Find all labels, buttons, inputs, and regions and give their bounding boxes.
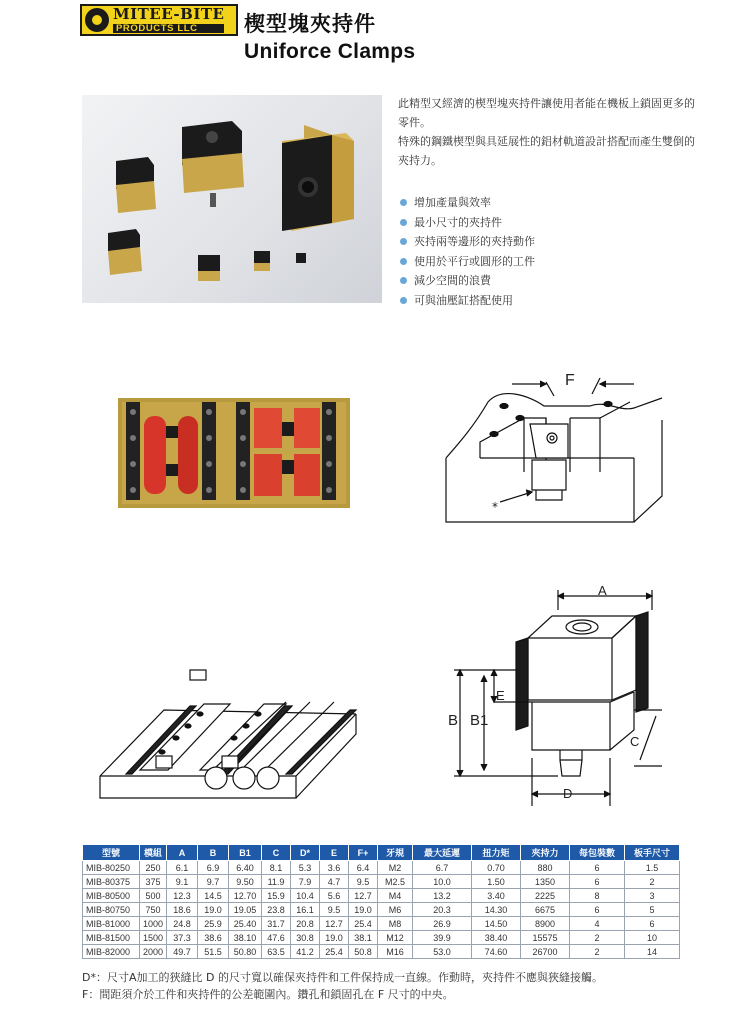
- bullet-icon: [400, 219, 407, 226]
- table-cell: 250: [140, 861, 167, 875]
- table-cell: 15575: [521, 931, 570, 945]
- clamp-large-image: [282, 125, 354, 231]
- feature-item: 最小尺寸的夾持件: [398, 213, 698, 233]
- table-cell: 8: [570, 889, 625, 903]
- label-a: A: [598, 583, 607, 598]
- table-cell: 2225: [521, 889, 570, 903]
- table-cell: 3.40: [472, 889, 521, 903]
- table-cell-model: MIB-81500: [83, 931, 140, 945]
- col-header: 扭力矩: [472, 845, 521, 861]
- table-cell: 500: [140, 889, 167, 903]
- table-cell: 7.9: [291, 875, 320, 889]
- table-cell: M2: [378, 861, 413, 875]
- col-header: 每包裝數: [570, 845, 625, 861]
- col-header: A: [167, 845, 198, 861]
- table-cell-model: MIB-80250: [83, 861, 140, 875]
- table-cell: 16.1: [291, 903, 320, 917]
- table-row: [83, 861, 680, 875]
- table-cell: 9.50: [229, 875, 262, 889]
- table-cell: 2: [570, 931, 625, 945]
- product-photo: [82, 95, 382, 303]
- table-cell: 9.1: [167, 875, 198, 889]
- col-header: D*: [291, 845, 320, 861]
- table-cell: 6: [570, 875, 625, 889]
- spec-table: [82, 844, 680, 959]
- logo-line2: PRODUCTS LLC: [113, 24, 224, 34]
- table-cell-model: MIB-81000: [83, 917, 140, 931]
- table-cell: 10.0: [413, 875, 472, 889]
- table-cell: 14.50: [472, 917, 521, 931]
- table-cell: 880: [521, 861, 570, 875]
- col-header: 夾持力: [521, 845, 570, 861]
- table-cell: 12.70: [229, 889, 262, 903]
- label-d: D: [563, 786, 573, 801]
- col-header: B1: [229, 845, 262, 861]
- table-cell: 1500: [140, 931, 167, 945]
- description-paragraph: 此精型又經濟的楔型塊夾持件讓使用者能在機板上鎖固更多的零件。: [398, 97, 695, 129]
- feature-item: 使用於平行或圓形的工件: [398, 252, 698, 272]
- table-cell: 38.40: [472, 931, 521, 945]
- table-cell: M16: [378, 945, 413, 959]
- table-cell: 30.8: [291, 931, 320, 945]
- table-cell: 38.10: [229, 931, 262, 945]
- table-cell: 3.6: [320, 861, 349, 875]
- table-cell: 19.0: [198, 903, 229, 917]
- table-cell-model: MIB-80375: [83, 875, 140, 889]
- diagram-f-spacing: [440, 372, 670, 532]
- logo-line1: MITEE-BITE: [113, 4, 225, 23]
- table-cell: 50.8: [349, 945, 378, 959]
- col-header: 型號: [83, 845, 140, 861]
- table-cell: 6: [570, 861, 625, 875]
- table-cell: 9.5: [320, 903, 349, 917]
- label-e: E: [496, 688, 505, 703]
- col-header: B: [198, 845, 229, 861]
- table-cell: 25.4: [320, 945, 349, 959]
- table-cell: 10.4: [291, 889, 320, 903]
- table-cell: 9.5: [349, 875, 378, 889]
- table-cell: M12: [378, 931, 413, 945]
- col-header: 最大延遲: [413, 845, 472, 861]
- table-cell: 25.4: [349, 917, 378, 931]
- table-cell: 11.9: [262, 875, 291, 889]
- logo-emblem-icon: [85, 8, 109, 32]
- table-cell: 18.6: [167, 903, 198, 917]
- table-cell: 1350: [521, 875, 570, 889]
- table-cell: 6.40: [229, 861, 262, 875]
- table-cell: 13.2: [413, 889, 472, 903]
- table-cell: 15.9: [262, 889, 291, 903]
- table-cell: 4.7: [320, 875, 349, 889]
- table-cell: 6: [625, 917, 680, 931]
- table-cell: 2000: [140, 945, 167, 959]
- table-cell: 14.30: [472, 903, 521, 917]
- table-header-row: [83, 845, 680, 861]
- table-cell: 49.7: [167, 945, 198, 959]
- col-header: C: [262, 845, 291, 861]
- label-c: C: [630, 734, 640, 749]
- table-cell: 5.6: [320, 889, 349, 903]
- table-cell: 50.80: [229, 945, 262, 959]
- table-row: [83, 917, 680, 931]
- col-header: 牙規: [378, 845, 413, 861]
- table-cell: 0.70: [472, 861, 521, 875]
- table-cell: 10: [625, 931, 680, 945]
- table-cell: 6: [570, 903, 625, 917]
- bullet-icon: [400, 238, 407, 245]
- brand-logo: [80, 4, 238, 36]
- table-cell: 19.0: [349, 903, 378, 917]
- table-row: [83, 875, 680, 889]
- table-cell: 47.6: [262, 931, 291, 945]
- table-row: [83, 945, 680, 959]
- table-cell: 6.1: [167, 861, 198, 875]
- table-cell: 750: [140, 903, 167, 917]
- label-star: *: [492, 500, 498, 514]
- table-cell: 20.8: [291, 917, 320, 931]
- table-cell: 5: [625, 903, 680, 917]
- feature-item: 夾持兩等邊形的夾持動作: [398, 232, 698, 252]
- label-b: B: [448, 712, 459, 729]
- table-cell: 25.9: [198, 917, 229, 931]
- table-cell: 8.1: [262, 861, 291, 875]
- table-cell-model: MIB-80750: [83, 903, 140, 917]
- table-cell: 4: [570, 917, 625, 931]
- table-cell: 8900: [521, 917, 570, 931]
- label-b1: B1: [470, 712, 489, 729]
- col-header: 板手尺寸: [625, 845, 680, 861]
- table-cell: 12.7: [320, 917, 349, 931]
- table-cell: 41.2: [291, 945, 320, 959]
- table-cell: 37.3: [167, 931, 198, 945]
- table-cell: 12.7: [349, 889, 378, 903]
- table-cell: 2: [625, 875, 680, 889]
- fixture-plate-photo: [118, 398, 350, 508]
- table-cell: M8: [378, 917, 413, 931]
- bullet-icon: [400, 277, 407, 284]
- table-cell: 26700: [521, 945, 570, 959]
- table-row: [83, 889, 680, 903]
- feature-item: 減少空間的浪費: [398, 271, 698, 291]
- table-cell: 19.0: [320, 931, 349, 945]
- col-header: 模組: [140, 845, 167, 861]
- table-cell: 26.9: [413, 917, 472, 931]
- table-row: [83, 903, 680, 917]
- label-f: F: [565, 372, 575, 389]
- table-cell: 63.5: [262, 945, 291, 959]
- footnote-d: D*：尺寸A加工的狹縫比 D 的尺寸寬以確保夾持件和工件保持成一直線。作動時，夾持件不應與狹縫接觸。: [82, 971, 603, 984]
- footnote-f: F：間距須介於工件和夾持件的公差範圍內。鑽孔和鎖固孔在 F 尺寸的中央。: [82, 988, 454, 1001]
- rail-fixture-drawing: [96, 610, 360, 810]
- table-cell: 20.3: [413, 903, 472, 917]
- table-cell: 6.4: [349, 861, 378, 875]
- clamp-medium-image: [182, 121, 244, 207]
- table-cell: 24.8: [167, 917, 198, 931]
- col-header: F+: [349, 845, 378, 861]
- table-cell-model: MIB-80500: [83, 889, 140, 903]
- feature-item: 可與油壓缸搭配使用: [398, 291, 698, 311]
- table-cell: 53.0: [413, 945, 472, 959]
- table-cell: 6.7: [413, 861, 472, 875]
- table-cell: 5.3: [291, 861, 320, 875]
- product-description: [398, 94, 698, 170]
- bullet-icon: [400, 297, 407, 304]
- table-cell: 2: [570, 945, 625, 959]
- table-cell: M4: [378, 889, 413, 903]
- table-cell: 19.05: [229, 903, 262, 917]
- table-cell: 9.7: [198, 875, 229, 889]
- diagram-dimensions: [440, 580, 670, 810]
- bullet-icon: [400, 258, 407, 265]
- table-cell: 1.50: [472, 875, 521, 889]
- table-cell: 14: [625, 945, 680, 959]
- table-cell: 12.3: [167, 889, 198, 903]
- description-paragraph: 特殊的鋼鐵楔型與具延展性的鋁材軌道設計搭配而產生雙倒的夾持力。: [398, 135, 695, 167]
- table-cell: 6.9: [198, 861, 229, 875]
- table-cell: 14.5: [198, 889, 229, 903]
- table-row: [83, 931, 680, 945]
- feature-list: [398, 193, 698, 310]
- table-cell: 38.1: [349, 931, 378, 945]
- table-cell: 1.5: [625, 861, 680, 875]
- table-cell-model: MIB-82000: [83, 945, 140, 959]
- table-cell: M2.5: [378, 875, 413, 889]
- table-cell: M6: [378, 903, 413, 917]
- clamp-small-image: [116, 157, 156, 213]
- page-title-en: Uniforce Clamps: [244, 40, 416, 63]
- page-title-cn: 楔型塊夾持件: [244, 12, 376, 36]
- feature-item: 增加產量與效率: [398, 193, 698, 213]
- bullet-icon: [400, 199, 407, 206]
- table-cell: 375: [140, 875, 167, 889]
- table-cell: 1000: [140, 917, 167, 931]
- table-cell: 31.7: [262, 917, 291, 931]
- table-cell: 39.9: [413, 931, 472, 945]
- table-cell: 74.60: [472, 945, 521, 959]
- table-cell: 23.8: [262, 903, 291, 917]
- col-header: E: [320, 845, 349, 861]
- table-cell: 38.6: [198, 931, 229, 945]
- table-cell: 6675: [521, 903, 570, 917]
- table-cell: 51.5: [198, 945, 229, 959]
- table-cell: 3: [625, 889, 680, 903]
- table-cell: 25.40: [229, 917, 262, 931]
